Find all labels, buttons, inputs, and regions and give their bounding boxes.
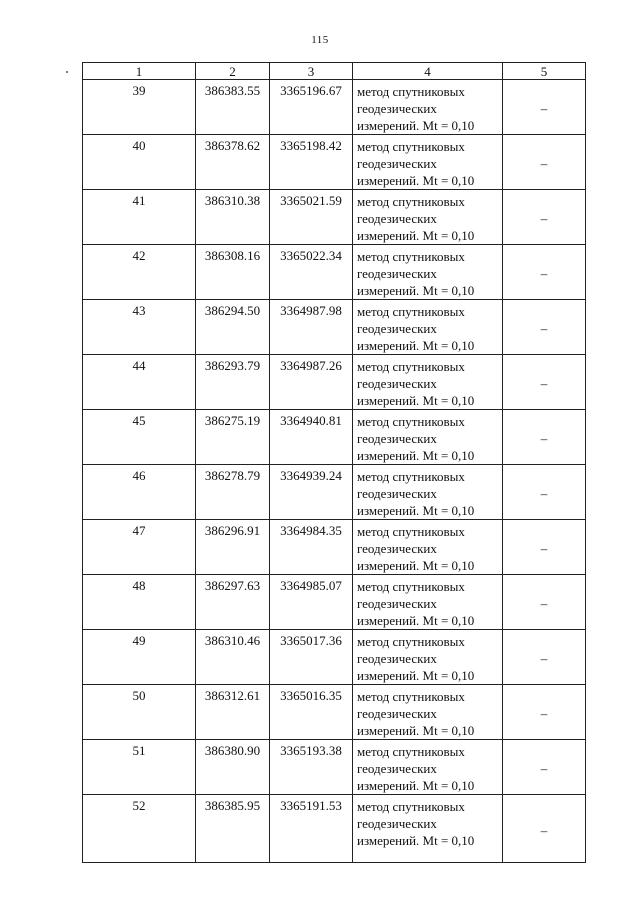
header-col-1: 1 — [83, 63, 196, 80]
header-col-3: 3 — [270, 63, 353, 80]
note-cell: – — [503, 135, 586, 190]
method-line: геодезических — [357, 156, 437, 171]
x-coordinate-cell: 386294.50 — [196, 300, 270, 355]
note-cell: – — [503, 245, 586, 300]
point-number-cell: 43 — [83, 300, 196, 355]
method-cell — [353, 630, 503, 685]
method-line: измерений. Mt = 0,10 — [357, 228, 475, 243]
note-cell: – — [503, 520, 586, 575]
y-coordinate-cell: 3364940.81 — [270, 410, 353, 465]
x-coordinate-cell: 386308.16 — [196, 245, 270, 300]
point-number-cell: 39 — [83, 80, 196, 135]
table-row — [83, 575, 586, 630]
method-line: геодезических — [357, 541, 437, 556]
note-cell: – — [503, 630, 586, 685]
y-coordinate-cell: 3365021.59 — [270, 190, 353, 245]
method-line: метод спутниковых — [357, 744, 465, 759]
x-coordinate-cell: 386378.62 — [196, 135, 270, 190]
method-line: измерений. Mt = 0,10 — [357, 778, 475, 793]
note-cell: – — [503, 410, 586, 465]
method-line: геодезических — [357, 266, 437, 281]
method-line: метод спутниковых — [357, 359, 465, 374]
method-line: метод спутниковых — [357, 689, 465, 704]
method-line: измерений. Mt = 0,10 — [357, 173, 475, 188]
method-cell — [353, 135, 503, 190]
coordinates-table — [82, 62, 586, 863]
method-line: измерений. Mt = 0,10 — [357, 668, 475, 683]
method-line: метод спутниковых — [357, 414, 465, 429]
point-number-cell: 51 — [83, 740, 196, 795]
y-coordinate-cell: 3365196.67 — [270, 80, 353, 135]
method-line: метод спутниковых — [357, 84, 465, 99]
method-line: геодезических — [357, 596, 437, 611]
method-line: метод спутниковых — [357, 194, 465, 209]
note-cell: – — [503, 685, 586, 740]
table-row — [83, 135, 586, 190]
page-number: 115 — [311, 34, 329, 46]
method-line: измерений. Mt = 0,10 — [357, 503, 475, 518]
x-coordinate-cell: 386293.79 — [196, 355, 270, 410]
note-cell: – — [503, 80, 586, 135]
method-line: измерений. Mt = 0,10 — [357, 558, 475, 573]
note-cell: – — [503, 740, 586, 795]
note-cell: – — [503, 465, 586, 520]
point-number-cell: 50 — [83, 685, 196, 740]
method-line: метод спутниковых — [357, 579, 465, 594]
point-number-cell: 48 — [83, 575, 196, 630]
x-coordinate-cell: 386383.55 — [196, 80, 270, 135]
scan-speck — [66, 71, 68, 73]
method-cell — [353, 190, 503, 245]
method-line: метод спутниковых — [357, 524, 465, 539]
point-number-cell: 45 — [83, 410, 196, 465]
point-number-cell: 40 — [83, 135, 196, 190]
note-cell: – — [503, 300, 586, 355]
point-number-cell: 49 — [83, 630, 196, 685]
method-cell — [353, 795, 503, 863]
point-number-cell: 42 — [83, 245, 196, 300]
x-coordinate-cell: 386310.46 — [196, 630, 270, 685]
table-row — [83, 520, 586, 575]
y-coordinate-cell: 3365016.35 — [270, 685, 353, 740]
table-header — [83, 63, 586, 80]
header-col-2: 2 — [196, 63, 270, 80]
table-row — [83, 795, 586, 863]
method-line: измерений. Mt = 0,10 — [357, 338, 475, 353]
method-line: измерений. Mt = 0,10 — [357, 448, 475, 463]
y-coordinate-cell: 3365198.42 — [270, 135, 353, 190]
method-line: измерений. Mt = 0,10 — [357, 118, 475, 133]
method-line: метод спутниковых — [357, 139, 465, 154]
y-coordinate-cell: 3364939.24 — [270, 465, 353, 520]
method-line: метод спутниковых — [357, 799, 465, 814]
point-number-cell: 47 — [83, 520, 196, 575]
method-line: измерений. Mt = 0,10 — [357, 613, 475, 628]
method-line: измерений. Mt = 0,10 — [357, 283, 475, 298]
method-line: геодезических — [357, 431, 437, 446]
method-line: геодезических — [357, 101, 437, 116]
method-cell — [353, 685, 503, 740]
header-row — [83, 63, 586, 80]
method-line: геодезических — [357, 761, 437, 776]
point-number-cell: 46 — [83, 465, 196, 520]
table-row — [83, 300, 586, 355]
method-line: геодезических — [357, 651, 437, 666]
note-cell: – — [503, 355, 586, 410]
x-coordinate-cell: 386385.95 — [196, 795, 270, 863]
y-coordinate-cell: 3365193.38 — [270, 740, 353, 795]
x-coordinate-cell: 386312.61 — [196, 685, 270, 740]
method-cell — [353, 520, 503, 575]
note-cell: – — [503, 795, 586, 863]
table-row — [83, 80, 586, 135]
method-line: измерений. Mt = 0,10 — [357, 833, 475, 848]
method-line: метод спутниковых — [357, 249, 465, 264]
method-line: метод спутниковых — [357, 634, 465, 649]
y-coordinate-cell: 3364987.98 — [270, 300, 353, 355]
table-row — [83, 355, 586, 410]
method-cell — [353, 80, 503, 135]
point-number-cell: 41 — [83, 190, 196, 245]
y-coordinate-cell: 3365191.53 — [270, 795, 353, 863]
x-coordinate-cell: 386275.19 — [196, 410, 270, 465]
method-cell — [353, 465, 503, 520]
x-coordinate-cell: 386380.90 — [196, 740, 270, 795]
y-coordinate-cell: 3365017.36 — [270, 630, 353, 685]
method-cell — [353, 245, 503, 300]
y-coordinate-cell: 3364987.26 — [270, 355, 353, 410]
x-coordinate-cell: 386296.91 — [196, 520, 270, 575]
method-line: геодезических — [357, 211, 437, 226]
method-line: геодезических — [357, 816, 437, 831]
method-cell — [353, 355, 503, 410]
method-cell — [353, 410, 503, 465]
table-row — [83, 465, 586, 520]
table-body — [83, 80, 586, 863]
x-coordinate-cell: 386310.38 — [196, 190, 270, 245]
header-col-4: 4 — [353, 63, 503, 80]
method-line: геодезических — [357, 321, 437, 336]
method-cell — [353, 575, 503, 630]
x-coordinate-cell: 386278.79 — [196, 465, 270, 520]
method-line: геодезических — [357, 376, 437, 391]
table-row — [83, 410, 586, 465]
point-number-cell: 44 — [83, 355, 196, 410]
point-number-cell: 52 — [83, 795, 196, 863]
header-col-5: 5 — [503, 63, 586, 80]
method-line: метод спутниковых — [357, 304, 465, 319]
method-cell — [353, 740, 503, 795]
y-coordinate-cell: 3364985.07 — [270, 575, 353, 630]
table-row — [83, 740, 586, 795]
table-row — [83, 190, 586, 245]
note-cell: – — [503, 190, 586, 245]
method-cell — [353, 300, 503, 355]
method-line: геодезических — [357, 706, 437, 721]
x-coordinate-cell: 386297.63 — [196, 575, 270, 630]
method-line: метод спутниковых — [357, 469, 465, 484]
method-line: измерений. Mt = 0,10 — [357, 723, 475, 738]
y-coordinate-cell: 3364984.35 — [270, 520, 353, 575]
table-row — [83, 630, 586, 685]
y-coordinate-cell: 3365022.34 — [270, 245, 353, 300]
note-cell: – — [503, 575, 586, 630]
method-line: геодезических — [357, 486, 437, 501]
method-line: измерений. Mt = 0,10 — [357, 393, 475, 408]
table-row — [83, 685, 586, 740]
table-row — [83, 245, 586, 300]
